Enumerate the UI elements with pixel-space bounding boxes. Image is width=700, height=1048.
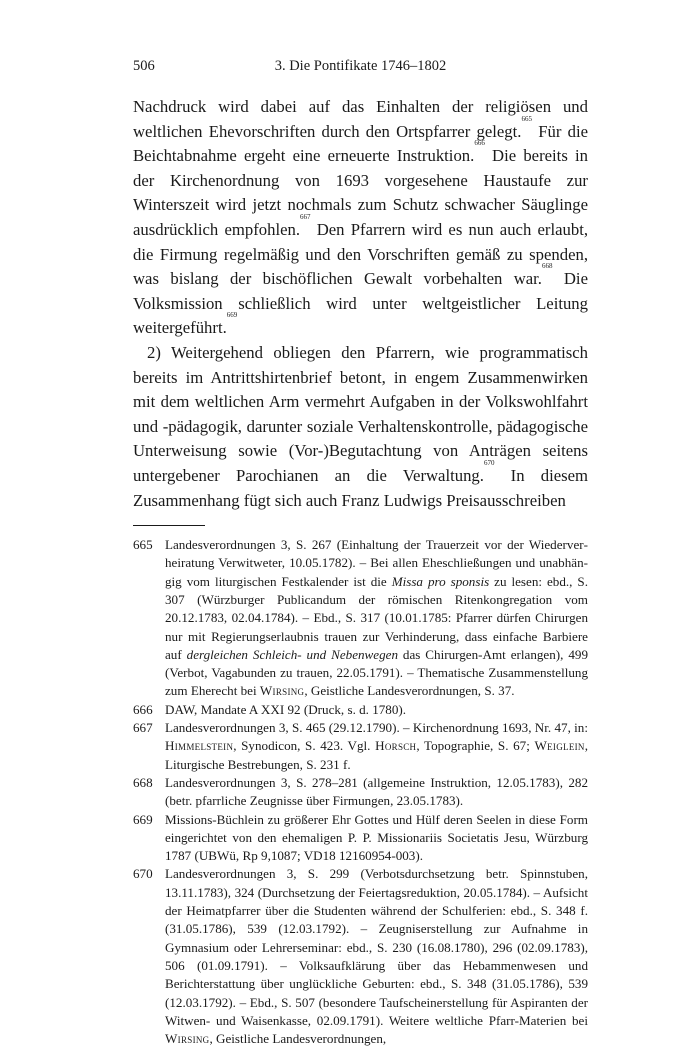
footnote-number: 667 [133,720,153,736]
author-name: Wirsing [165,1031,210,1047]
text-run: 2) Weitergehend obliegen den Pfarrern, wie programmatisch bereits im Antrittshirtenbrief betont, in engem Zusammenwirken mit dem weltlichen Arm vermehrt Aufgaben in der Volkswohlfahrt und -pädagogik, darunter soziale Verhaltenskontrolle, pädagogische Unterweisung sowie (Vor-)Begutachtung von Anträgen seitens untergebener Parochianen an die Verwaltung. [133,342,588,485]
footnote-ref-668[interactable]: 668 [541,262,553,271]
book-page [133,58,588,1048]
footnote-ref-667[interactable]: 667 [300,212,311,221]
footnote-ref-665[interactable]: 665 [521,114,532,123]
footnote-667 [133,719,588,774]
main-text [133,95,588,513]
footnote-number: 666 [133,701,153,717]
footnote-text: , Synodicon, S. 423. Vgl. [233,738,376,754]
footnote-text: , Topographie, S. 67; [416,738,535,754]
footnote-separator [133,525,205,526]
page-number: 506 [133,58,155,74]
footnote-number: 670 [133,866,153,882]
footnote-number: 669 [133,811,153,827]
footnote-ref-669[interactable]: 669 [226,311,238,320]
footnote-italic: Missa pro sponsis [391,573,490,589]
footnote-number: 665 [133,537,153,553]
author-name: Himmelstein [165,738,234,754]
footnote-ref-670[interactable]: 670 [483,458,495,467]
footnote-text: Missions-Büchlein zu größerer Ehr Gottes und Hülf deren Seelen in diese Form eingerichtet von den ehemaligen P. P. Missionariis Societatis Jesu, Würzburg 1787 (UBWü, Rp 9,1087; VD18 12160954-003). [165,811,588,864]
running-header [133,58,588,80]
paragraph-1 [133,95,588,341]
text-run: Die Volksmission schließlich wird unter weltgeistlicher Leitung weitergeführt. [133,269,588,338]
text-run: Die bereits in der Kirchenordnung von 1693 vorgesehene Haustaufe zur Winterszeit wird jetzt nochmals zum Schutz schwacher Säuglinge ausdrücklich empfohlen. [133,146,589,239]
author-name: Weiglein [534,738,585,754]
footnote-text: Landesverordnungen 3, S. 267 (Einhaltung der Trauerzeit vor der Wiederverheiratung Verwitweter, 10.05.1782). – Bei allen Eheschließungen und unabhängig vom liturgischen Festkalender ist die [165,537,588,589]
footnote-text: Landesverordnungen 3, S. 278–281 (allgemeine Instruktion, 12.05.1783), 282 (betr. pfarrliche Zeugnisse über Firmungen, 23.05.1783). [165,774,588,809]
footnote-666 [133,701,588,719]
footnote-text: Landesverordnungen 3, S. 465 (29.12.1790). – Kirchenordnung 1693, Nr. 47, in: [165,720,588,736]
running-title: 3. Die Pontifikate 1746–1802 [274,58,447,74]
paragraph-2 [133,341,588,513]
footnote-number: 668 [133,774,153,790]
footnote-text: Landesverordnungen 3, S. 299 (Verbotsdurchsetzung betr. Spinnstuben, 13.11.1783), 324 (Durchsetzung der Feiertagsreduktion, 20.05.1784). – Aufsicht der Heimatpfarrer über die Studenten während der Schulferien: ebd., S. 348 f. (31.05.1786), 539 (12.03.1792). – Zeugniserstellung zur Aufnahme in Gymnasium oder Lehrerseminar: ebd., S. 230 (16.08.1780), 296 (02.09.1783), 506 (01.09.1791). – Volksaufklärung über das Hebammenwesen und Berichterstattung über unglückliche Geburten: ebd., S. 348 (31.05.1786), 539 (12.03.1792). – Ebd., S. 507 (besondere Taufscheinerstellung für Aspiranten der Witwen- und Waisenkasse, 02.09.1791). Weitere weltliche Pfarr-Materien bei [165,866,588,1028]
author-name: Wirsing [259,683,305,699]
footnote-669 [133,811,588,866]
footnote-text: , Geistliche Landesverordnungen, [209,1031,387,1047]
text-run: Für die Beichtabnahme ergeht eine erneuerte Instruktion. [133,121,589,166]
footnote-ref-666[interactable]: 666 [474,139,485,148]
text-run: In diesem Zusammenhang fügt sich auch Franz Ludwigs Preisausschreiben [133,465,588,510]
footnote-668 [133,774,588,811]
footnote-text: das Chirurgen-Amt erlangen), 499 (Verbot, Vagabunden zu trauen, 22.05.1791). – Thematische Zusammenstellung zum Eherecht bei [165,646,588,699]
footnote-665 [133,536,588,701]
footnote-italic: dergleichen Schleich- und Nebenwegen [186,646,398,662]
text-run: Den Pfarrern wird es nun auch erlaubt, die Firmung regelmäßig und den Vorschriften gemäß zu spenden, was bislang der bischöflichen Gewalt vorbehalten war. [133,219,588,289]
footnote-670 [133,865,588,1048]
text-run: Nachdruck wird dabei auf das Einhalten der religiösen und weltlichen Ehevorschriften durch den Ortspfarrer gelegt. [133,97,588,141]
footnote-text: , Liturgische Bestrebungen, S. 231 f. [165,738,588,772]
footnote-text: , Geistliche Landesverordnungen, S. 37. [304,683,515,699]
footnotes [133,536,588,1048]
footnote-text: DAW, Mandate A XXI 92 (Druck, s. d. 1780). [165,701,407,717]
author-name: Horsch [375,738,417,754]
footnote-text: zu lesen: ebd., S. 307 (Würzburger Publicandum der römischen Ritenkongregation vom 20.12.1783, 02.04.1784). – Ebd., S. 317 (10.01.1785: Pfarrer dürfen Chirurgen nur mit Regierungserlaubnis trauen zur Verhinderung, dass einfache Barbiere auf [165,573,588,662]
